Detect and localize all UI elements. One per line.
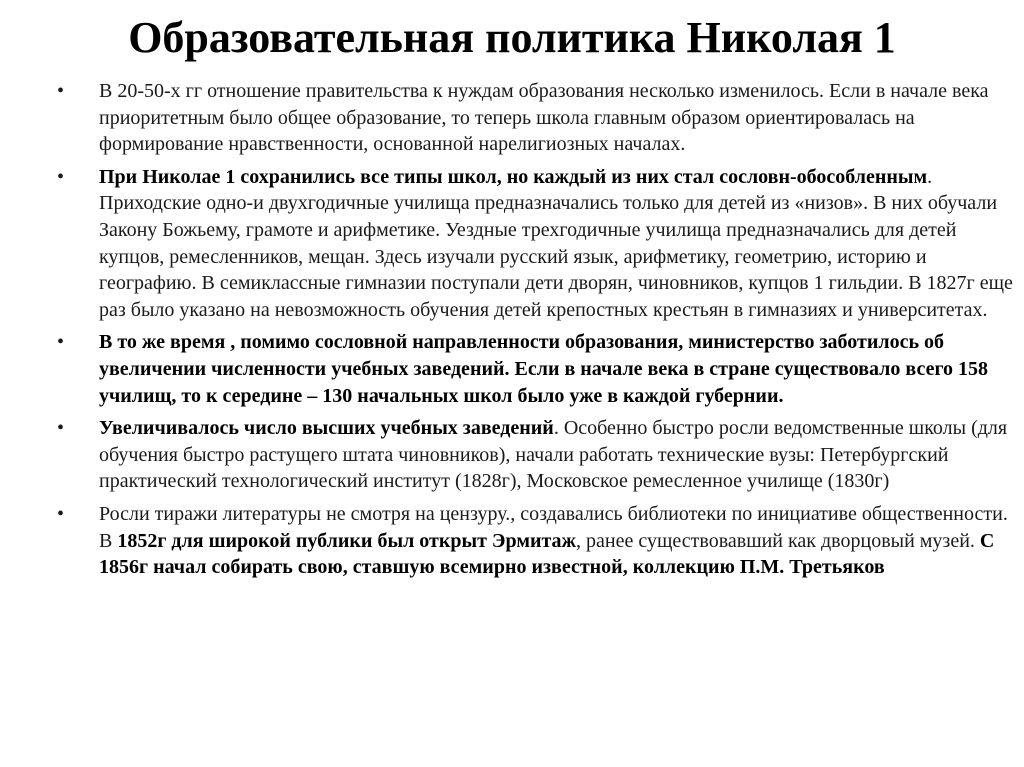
bullet-marker: • [57, 80, 65, 102]
bullet-item [57, 329, 1017, 409]
bold-text: С 1856г начал собирать свою, ставшую всемирно известной, коллекцию П.М. Третьяков [99, 529, 995, 579]
bullet-marker: • [57, 165, 65, 188]
bold-text: При Николае 1 сохранились все типы школ, но каждый из них стал сословн-обособленным [99, 165, 928, 188]
body-text: В 20-50-х гг отношение правительства к нуждам образования несколько изменилось. Если в начале века приоритетным было общее образование, то теперь школа главным образом ориентировалась на формирование нравственности, основанной нарелигиозных началах. [99, 80, 989, 156]
bullet-list [57, 78, 1017, 587]
bullet-marker: • [57, 502, 65, 525]
body-text: , ранее существовавший как дворцовый музей. [576, 529, 980, 552]
bullet-item [57, 501, 1017, 581]
slide-title: Образовательная политика Николая 1 [128, 13, 896, 62]
body-text: . Особенно быстро росли ведомственные школы (для обучения быстро растущего штата чиновников), начали работать технические вузы: Петербургский практический технологический институт (1828г), Московское ремесленное училище (1830г) [99, 417, 1008, 493]
body-text: Росли тиражи литературы не смотря на цензуру., создавались библиотеки по инициативе общественности. В [99, 502, 1008, 552]
body-text: . Приходские одно-и двухгодичные училища предназначались только для детей из «низов». В них обучали Закону Божьему, грамоте и арифметике. Уездные трехгодичные училища предназначались для детей купцов, ремесленников, мещан. Здесь изучали русский язык, арифметику, геометрию, историю и географию. В семиклассные гимназии поступали дети дворян, чиновников, купцов 1 гильдии. В 1827г еще раз было указано на невозможность обучения детей крепостных крестьян в гимназиях и университетах. [99, 165, 1013, 321]
bold-text: Увеличивалось число высших учебных заведений [99, 417, 554, 440]
bullet-item [57, 415, 1017, 495]
bullet-item [57, 78, 1017, 158]
bold-text: 1852г для широкой публики был открыт Эрмитаж [117, 529, 577, 552]
bullet-item [57, 164, 1017, 324]
bullet-marker: • [57, 331, 65, 354]
bold-text: В то же время , помимо сословной направленности образования, министерство заботилось об увеличении численности учебных заведений. Если в начале века в стране существовало всего 158 училищ, то к середине – 130 начальных школ было уже в каждой губернии. [99, 331, 989, 407]
bullet-marker: • [57, 417, 65, 440]
